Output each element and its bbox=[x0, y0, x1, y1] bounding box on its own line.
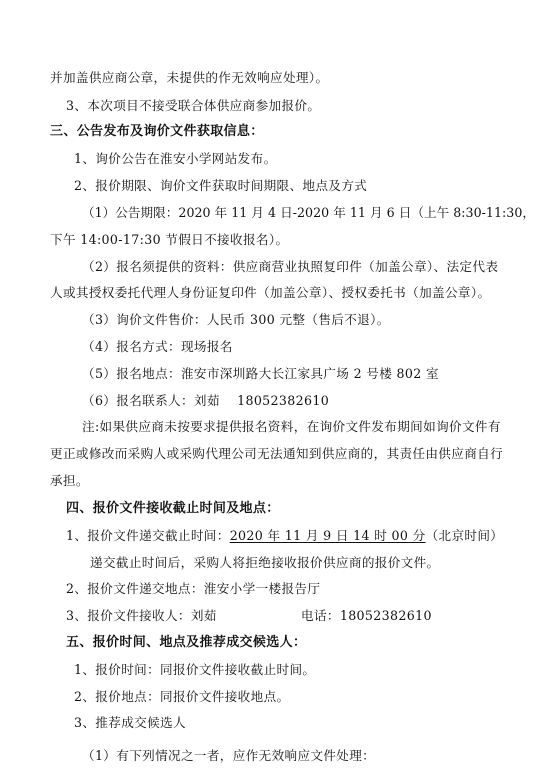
text-line: 下午 14:00-17:30 节假日不接收报名）。 bbox=[50, 231, 289, 247]
phone-text: 电话：18052382610 bbox=[301, 608, 432, 624]
deadline-suffix: （北京时间） bbox=[425, 527, 504, 543]
text-line: 更正或修改而采购人或采购代理公司无法通知到供应商的，其责任由供应商自行 bbox=[50, 446, 504, 462]
text-line: 人或其授权委托代理人身份证复印件（加盖公章）、授权委托书（加盖公章）。 bbox=[50, 285, 491, 301]
text-line: （1）有下列情况之一者，应作无效响应文件处理： bbox=[82, 748, 376, 763]
text-line: 2、报价期限、询价文件获取时间期限、地点及方式 bbox=[74, 178, 368, 194]
text-line: （4）报名方式：现场报名 bbox=[82, 339, 233, 354]
text-line: （3）询价文件售价：人民币 300 元整（售后不退）。 bbox=[82, 312, 390, 328]
text-line: 1、询价公告在淮安小学网站发布。 bbox=[74, 151, 277, 167]
text-line: 并加盖供应商公章，未提供的作无效响应处理）。 bbox=[50, 69, 329, 85]
text-line: 1、报价时间：同报价文件接收截止时间。 bbox=[74, 661, 316, 677]
text-line: 2、报价地点：同报价文件接收地点。 bbox=[74, 688, 290, 704]
section-heading: 三、公告发布及询价文件获取信息： bbox=[50, 124, 264, 140]
text-line: （2）报名须提供的资料：供应商营业执照复印件（加盖公章）、法定代表 bbox=[82, 258, 499, 274]
section-heading: 五、报价时间、地点及推荐成交候选人： bbox=[66, 635, 307, 650]
deadline-time: 2020 年 11 月 9 日 14 时 00 分 bbox=[229, 527, 426, 543]
deadline-prefix: 1、报价文件递交截止时间： bbox=[66, 527, 230, 543]
text-line: （5）报名地点：淮安市深圳路大长江家具广场 2 号楼 802 室 bbox=[82, 365, 439, 381]
text-line: 2、报价文件递交地点：淮安小学一楼报告厅 bbox=[66, 581, 321, 597]
deadline-line bbox=[66, 528, 503, 544]
text-line: 注:如果供应商未按要求提供报名资料，在询价文件发布期间如询价文件有 bbox=[82, 419, 501, 435]
text-line: 3、本次项目不接受联合体供应商参加报价。 bbox=[66, 97, 321, 113]
text-line: 3、报价文件接收人：刘茹 bbox=[66, 608, 217, 624]
text-line: （1）公告期限：2020 年 11 月 4 日-2020 年 11 月 6 日（上午 8:30-11:30， bbox=[82, 204, 535, 220]
text-line: 承担。 bbox=[50, 473, 89, 489]
text-line: 3、推荐成交候选人 bbox=[74, 715, 186, 731]
text-line: （6）报名联系人：刘茹 18052382610 bbox=[82, 392, 330, 408]
section-heading: 四、报价文件接收截止时间及地点： bbox=[66, 500, 280, 516]
text-line: 递交截止时间后，采购人将拒绝接收报价供应商的报价文件。 bbox=[90, 554, 440, 570]
